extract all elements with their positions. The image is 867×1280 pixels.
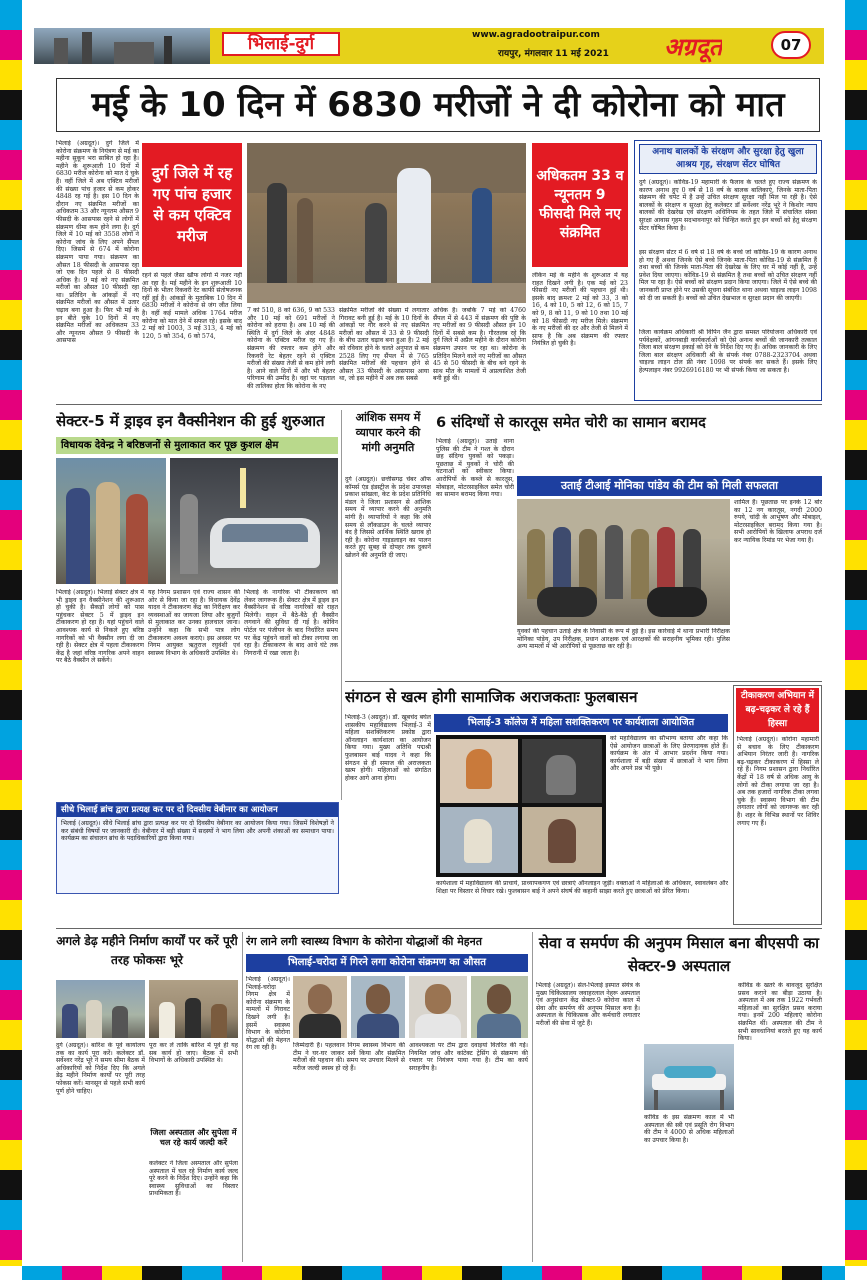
theft-col-3: युवकों की पहचान उताई क्षेत्र के निवासी के रूप में हुई है। इस कार्रवाई में थाना प्रभारी निरीक्षक मोनिका पांडेय, उप निरीक्षक, प्रधान आरक्षक एवं आरक्षकों की सराहनीय भूमिका रही। पुलिस अन्य मामलों में भी आरोपियों से पूछताछ कर रही है। <box>517 628 730 651</box>
warriors-portrait-1 <box>293 976 347 1038</box>
social-headline: संगठन से खत्म होगी सामाजिक अराजकताः फुलबासन <box>345 688 638 706</box>
theft-headline: 6 संदिग्धों से कारतूस समेत चोरी का सामान बरामद <box>436 415 706 431</box>
orphan-para-2: इस संरक्षण सेंटर में 6 वर्ष से 18 वर्ष के बच्चे जो कोविड-19 के कारण अनाथ हो गए हैं अथवा जिनके ऐसे बच्चे जिनके माता-पिता कोविड-19 से संक्रमित हैं तथा बच्चों की जिनके माता-पिता की देखरेख के लिए घर में कोई नहीं है, उन्हें प्रवेश दिया जाएगा। कोविड-19 से संक्रमित है तथा बच्चों को उचित संरक्षण नहीं मिल पा रहा है। ऐसे बच्चों को संरक्षण प्रदान किया जाएगा। जिले में ऐसे बच्चे की जानकारी प्राप्त होने पर उसकी सूचना संबंधित थाना अथवा चाइल्ड लाइन 1098 को दी जा सकती है। बच्चों को उचित देखभाल व सुरक्षा प्रदान की जाएगी। <box>639 249 817 302</box>
cmyk-strip-left <box>0 0 22 1266</box>
warriors-portrait-3 <box>409 976 467 1038</box>
construction-col-3: कलेक्टर ने जिला अस्पताल और सुपेला अस्पताल में चल रहे निर्माण कार्य जल्द पूरे करने के निर्देश दिए। उन्होंने कहा कि स्वास्थ्य सुविधाओं का विस्तार प्राथमिकता है। <box>149 1160 238 1198</box>
theft-col-1: भिलाई (अग्रदूत)। उताई थाना पुलिस की टीम ने गश्त के दौरान छह संदिग्ध युवकों को पकड़ा। पूछताछ में युवकों ने चोरी की घटनाओं को स्वीकार किया। आरोपियों के कब्जे से कारतूस, मोबाइल, मोटरसाइकिल समेत चोरी का सामान बरामद किया गया। <box>436 438 514 499</box>
lead-redbox-left <box>142 143 242 267</box>
social-col-1: भिलाई-3 (अग्रदूत)। डॉ. खूबचंद बघेल शासकीय महाविद्यालय भिलाई-3 में महिला सशक्तिकरण प्रकोष्ठ द्वारा ऑनलाइन कार्यशाला का आयोजन किया गया। मुख्य अतिथि पद्मश्री फुलबासन बाई यादव ने कहा कि संगठन से ही समाज की अराजकता खत्म होगी। महिलाओं को संगठित होकर आगे आना होगा। <box>345 714 431 782</box>
lead-redbox-right <box>532 143 628 267</box>
vaccine-drive-text: भिलाई (अग्रदूत)। कोरोना महामारी से बचाव के लिए टीकाकरण अभियान निरंतर जारी है। नागरिक बढ़-चढ़कर टीकाकरण में हिस्सा ले रहे हैं। निगम प्रशासन द्वारा निर्धारित केंद्रों में 18 वर्ष से अधिक आयु के लोगों को टीका लगाया जा रहा है। अब तक हजारों नागरिक टीका लगवा चुके हैं। स्वास्थ्य विभाग की टीम लगातार लोगों को जागरूक कर रही है। शहर के विभिन्न स्थानों पर शिविर लगाए गए हैं। <box>737 736 819 827</box>
divider-lower <box>56 928 822 929</box>
lead-redbox-right-text: अधिकतम 33 व न्यूनतम 9 फीसदी मिले नए संक्रमित <box>536 168 624 241</box>
warriors-col-3: आवश्यकता पर टीम द्वारा दवाइयां वितरित की गईं। नियमित जांच और कांटेक्ट ट्रेसिंग से संक्रमण की रफ्तार पर नियंत्रण पाया गया है। टीम का कार्य सराहनीय है। <box>409 1042 528 1072</box>
construction-subhead: जिला अस्पताल और सुपेला में चल रहे कार्य जल्दी करें <box>150 1128 237 1147</box>
business-headline: आंशिक समय में व्यापार करने की मांगी अनुमति <box>355 411 421 454</box>
construction-col-1: दुर्ग (अग्रदूत)। बारिश के पूर्व कार्यालय तक का कार्य पूरा करें। कलेक्टर डॉ. सर्वेश्वर नरेंद्र भूरे ने समय सीमा बैठक में अधिकारियों को निर्देश दिए कि अगले डेढ़ महीने निर्माण कार्यों पर पूरी तरह फोकस करें। मानसून से पहले सभी कार्य पूर्ण होने चाहिए। <box>56 1042 145 1095</box>
social-video-grid <box>436 735 606 877</box>
theft-photo-group <box>517 499 730 625</box>
orphan-para-3: जिला कार्यक्रम अधिकारी श्री विपिन जैन द्वारा समस्त परियोजना अधिकारी एवं पर्यवेक्षकों, आंगनबाड़ी कार्यकर्ताओं को ऐसे अनाथ बच्चों की जानकारी तत्काल जिला बाल संरक्षण इकाई को देने के निर्देश दिए गए हैं। अधिक जानकारी के लिए जिला बाल संरक्षण अधिकारी श्री के संपर्क नंबर 0788-2323704 अथवा चाइल्ड लाइन टोल फ्री नंबर 1098 पर संपर्क कर सकते हैं। इसके लिए हेल्पलाइन नंबर 9926916180 पर भी संपर्क किया जा सकता है। <box>639 329 817 374</box>
section-badge <box>222 32 340 56</box>
lead-col-4: संक्रमित मरीजों की संख्या में लगातार गिरावट बनी हुई है। मई के 10 दिनों के आंकड़ों पर गौर करने से नए संक्रमित मरीजों का औसत में 33 से 9 फीसदी के बीच उतार चढ़ाव बना हुआ है। 2 मई को रविवार होने के चलते अनुपात से कम 2528 लिए गए सैंपल में से 765 संक्रमित मरीजों की पहचान होने से औसत 33 फीसदी के आसपास आया था, जो इस महीने में अब तक सबसे <box>339 307 429 383</box>
cmyk-strip-right <box>845 0 867 1266</box>
vaccine-drive-box <box>733 685 822 925</box>
vaccination-col-1: भिलाई (अग्रदूत)। भिलाई सेक्टर क्षेत्र में भी ड्राइव इन वैक्सीनेशन की शुरूआत हो चुकी है। सैकड़ों लोगों को पास पहुंचकर सेक्टर 5 में ड्राइव इन टीकाकरण हो रहा है। यहां पहुंचने वाले आवश्यक कार्य से निकले हुए बरिष्ठ नागरिकों को भी वैक्सीन लगा दी जा रही है। सेक्टर क्षेत्र में पहला टीकाकरण केंद्र है जहां वरिष्ठ नागरिक अपने वाहन पर बैठे वैक्सीन ले सकेंगे। <box>56 589 144 665</box>
brand-logo: अग्रदूत <box>664 33 723 61</box>
page-number-badge <box>771 31 811 59</box>
lead-redbox-left-text: दुर्ग जिले में रह गए पांच हजार से कम एक्टिव मरीज <box>151 164 233 245</box>
webinar-box <box>56 802 339 894</box>
orphan-headline: अनाथ बालकों के संरक्षण और सुरक्षा हेतु खुला आश्रय गृह, संरक्षण सेंटर घोषित <box>652 147 804 170</box>
theft-col-2: शामिल हैं। पूछताछ पर इनके 12 बोर का 12 नग कारतूस, नगदी 2000 रुपये, चांदी के आभूषण और मोबाइल, मोटरसाइकिल बरामद किया गया है। सभी आरोपियों के खिलाफ अपराध दर्ज कर न्यायिक रिमांड पर भेजा गया है। <box>734 499 822 544</box>
hospital-col-1: भिलाई (अग्रदूत)। सेल-भिलाई इस्पात संयंत्र के मुख्य चिकित्सालय जवाहरलाल नेहरू अस्पताल एवं अनुसंधान केंद्र सेक्टर-9 कोरोना काल में सेवा और समर्पण की अनुपम मिसाल बना है। अस्पताल के चिकित्सक और कर्मचारी लगातार मरीजों की सेवा में जुटे हैं। <box>536 982 640 1027</box>
divider-lead <box>56 404 822 405</box>
vaccination-photo-car <box>170 458 338 584</box>
hospital-photo <box>644 1044 734 1110</box>
hospital-headline: सेवा व समर्पण की अनुपम मिसाल बना बीएसपी का सेक्टर-9 अस्पताल <box>538 934 820 975</box>
divider-social <box>345 681 822 682</box>
city-date: रायपुर, मंगलवार 11 मई 2021 <box>498 49 609 59</box>
section-title: भिलाई-दुर्ग <box>247 34 315 54</box>
orphan-headline-bar <box>639 144 817 174</box>
vaccination-photo-people <box>56 458 166 584</box>
warriors-bluebar: भिलाई-चरोदा में गिरने लगा कोरोना संक्रमण का औसत <box>246 954 528 972</box>
lead-headline-box <box>56 78 820 132</box>
webinar-text: भिलाई (अग्रदूत)। सीधे भिलाई ब्रांच द्वारा प्रत्यक्ष कर पर दो दिवसीय वेबीनार का आयोजन किया गया। जिसमें विशेषज्ञों ने कर संबंधी विषयों पर जानकारी दी। वेबीनार में बड़ी संख्या में सदस्यों ने भाग लिया और अपनी शंकाओं का समाधान पाया। कार्यक्रम का संचालन ब्रांच के पदाधिकारियों द्वारा किया गया। <box>61 820 334 843</box>
divider-vert-1 <box>341 410 342 800</box>
lead-col-1: भिलाई (अग्रदूत)। दुर्ग जिले में कोरोना संक्रमण के नियंत्रण से मई का महीना सुकून भरा साबित हो रहा है। महीने के शुरूआती 10 दिनों में 6830 मरीज कोरोना को मात दे चुके हैं। वहीं जिले में अब एक्टिव मरीजों की संख्या पांच हजार से कम होकर 4848 रह गई है। इस 10 दिन के दौरान नए संक्रमित मरीजों का अधिकतम 33 और न्यूनतम औसत 9 फीसदी के आसपास रहने से लोगों में संक्रमण धीमा कम होने लगा है। दुर्ग जिले में 10 मई को 3558 लोगों ने कोरोना जांच के लिए अपने सैंपल दिए। जिसमें से 674 में कोरोना संक्रमण पाया गया। संक्रमण का औसत 18 फीसदी के आसपास रहा जो एक दिन पहले से 8 फीसदी अधिक है। 9 मई को नए संक्रमित मरीजों का औसत 10 फीसदी रहा था। प्रतिदिन के आंकड़ों में नए संक्रमित मरीजों का औसत में उतार चढ़ाव बना हुआ है। फिर भी मई के इन बीते चुके 10 दिनों में नए संक्रमित मरीजों का अधिकतम 33 और न्यूनतम औसत 9 फीसदी के आसपास <box>56 140 139 345</box>
construction-col-2: पूरा कर लें ताकि बारिश में पूर्व ही यह सब कार्य हो जाए। बैठक में सभी विभागों के अधिकारी उपस्थित थे। <box>149 1042 238 1065</box>
social-col-2: कार्यशाला में महाविद्यालय की प्राचार्य, प्राध्यापकगण एवं छात्राएं ऑनलाइन जुड़ीं। वक्ताओं ने महिलाओं के अधिकार, स्वावलंबन और शिक्षा पर विस्तार से विचार रखे। फुलबासन बाई ने अपने संघर्ष की कहानी साझा करते हुए छात्राओं को प्रेरित किया। <box>436 880 728 895</box>
lead-photo-testing <box>247 143 526 303</box>
construction-headline: अगले डेढ़ महीने निर्माण कार्यों पर करें पूरी तरह फोकसः भूरे <box>56 934 238 967</box>
vaccination-col-3: भिलाई के नागरिक भी टीकाकरण को लेकर जागरूक हैं। सेक्टर क्षेत्र में ड्राइव इन वैक्सीनेशन से वरिष्ठ नागरिकों को राहत मिलेगी। वाहन में बैठे-बैठे ही वैक्सीन लगवाने की सुविधा दी गई है। कोविन पोर्टल पर पंजीयन के बाद निर्धारित समय पर केंद्र पहुंचने वालों को टीका लगाया जा रहा है। टीकाकरण के बाद आधे घंटे तक निगरानी में रखा जाता है। <box>244 589 338 657</box>
hospital-col-2: कोविड के खतरे के बावजूद सुरक्षित प्रसव कराने का बीड़ा उठाया है। अस्पताल में अब तक 1922 गर्भवती महिलाओं का सुरक्षित प्रसव कराया गया। इनमें 200 महिलाएं कोरोना संक्रमित थीं। अस्पताल की टीम ने सभी सावधानियां बरतते हुए यह कार्य किया। <box>738 982 822 1043</box>
vaccine-drive-headline: टीकाकरण अभियान में बढ़-चढ़कर ले रहे हैं हिस्सा <box>736 688 819 732</box>
masthead-photo <box>34 28 210 64</box>
warriors-portrait-2 <box>351 976 405 1038</box>
lead-col-3: 7 को 510, 8 को 636, 9 को 533 और 10 मई को 691 मरीजों ने कोरोना को हराया है। अब 10 मई की स्थिति में दुर्ग जिले के अंदर 4848 कोरोना के एक्टिव मरीज रह गए हैं। संक्रमण की रफ्तार कम होने और रिकवरी रेट बेहतर रहने से एक्टिव मरीजों की संख्या तेजी से कम होने लगी है। आने वाले दिनों में और भी बेहतर परिणाम की उम्मीद है। वहां पर पड़ताल की तालिका होता कि कोरोना के नए <box>247 307 335 390</box>
bottom-color-strip <box>22 1266 845 1280</box>
social-col-3: को महाविद्यालय का सौभाग्य बताया और कहा कि ऐसे आयोजन छात्राओं के लिए प्रेरणादायक होते हैं। कार्यक्रम के अंत में आभार प्रदर्शन किया गया। कार्यशाला में बड़ी संख्या में छात्राओं ने भाग लिया और अपने प्रश्न भी पूछे। <box>610 735 728 773</box>
lead-col-2: रहने से पहले जैसा खौफ लोगों में नजर नहीं आ रहा है। मई महीने के इन शुरूआती 10 दिनों के भीतर रिकवरी रेट काफी संतोषजनक रहीं हुई है। आंकड़ों के मुताबिक 10 दिन में 6830 मरीजों ने कोरोना से जंग जीत लिया है। वहीं कई मामले अधिक 1764 मरीज कोरोना को मात देने में सफल रहे। इसके बाद 2 मई को 1003, 3 मई 313, 4 मई को 120, 5 को 354, 6 को 574, <box>142 272 242 340</box>
orphan-box <box>634 140 822 401</box>
social-bluebar: भिलाई-3 कॉलेज में महिला सशक्तिकरण पर कार्यशाला आयोजित <box>434 714 728 732</box>
vaccination-col-2: यह निगम प्रशासन एवं राज्य शासन की ओर से किया जा रहा है। विधायक देवेंद्र यादव ने टीकाकरण केंद्र का निरीक्षण कर व्यवस्थाओं का जायजा लिया और बुजुर्गों से मुलाकात कर उनका हालचाल जाना। उन्होंने कहा कि सभी पात्र लोग टीकाकरण अवश्य कराएं। इस अवसर पर निगम आयुक्त ऋतुराज रघुवंशी एवं स्वास्थ्य विभाग के अधिकारी उपस्थित थे। <box>148 589 240 657</box>
orphan-para-1: दुर्ग (अग्रदूत)। कोविड-19 महामारी के फैलाव के चलते हुए राज्य संक्रमण के कारण अनाथ हुए 0 वर्ष से 18 वर्ष के बालक बालिकाएं, जिनके माता-पिता संक्रमण की चपेट में है उन्हें उचित संरक्षण सुरक्षा नहीं मिल पा रही है। ऐसे बालकों के संरक्षण व सुरक्षा हेतु कलेक्टर डॉ सर्वेश्वर नरेंद्र भूरे ने किशोर न्याय बालकों की देखरेख एवं संरक्षण अधिनियम के तहत जिले में संचालित संस्था सुरक्षा आवास गृहम सदभावनापुर को चिन्हित करते हुए इन बच्चों को हेतु संरक्षण सेंटर घोषित किया है। <box>639 179 817 232</box>
hospital-col-3: कोविड के इस संक्रमण काल में भी अस्पताल की स्त्री एवं प्रसूति रोग विभाग की टीम ने 4000 से अधिक महिलाओं का उपचार किया है। <box>644 1114 734 1144</box>
lead-headline: मई के 10 दिन में 6830 मरीजों ने दी कोरोना को मात <box>91 85 785 125</box>
theft-bluebar: उताई टीआई मोनिका पांडेय की टीम को मिली सफलता <box>517 476 822 496</box>
lead-col-5: अधिक है। जबकि 7 मई को 4760 सैंपल में से 443 में संक्रमण की पुष्टि के नए मरीजों का 9 फीसदी औसत इन 10 दिनों में सबसे कम है। गौरतलब रहे कि दुर्ग जिले में अप्रैल महीने के दौरान कोरोना संक्रमण उफान पर रहा था। कोरोना के प्रतिदिन मिलने वाले नए मरीजों का औसत 45 से 50 फीसदी के बीच बने रहने के साथ मौत के मामलों में अप्रत्याशित तेजी बनी हुई थी। <box>433 307 526 383</box>
warriors-col-1: भिलाई (अग्रदूत)। भिलाई-चरोदा निगम क्षेत्र में कोरोना संक्रमण के मामलों में गिरावट दिखने लगी है। इसमें स्वास्थ्य विभाग के कोरोना योद्धाओं की मेहनत रंग ला रही है। <box>246 976 290 1052</box>
page-number: 07 <box>780 36 802 54</box>
lead-col-6: लेकिन मई के महीने के शुरूआत में यह राहत दिखने लगी है। एक मई को 23 फीसदी नए मरीजों की पहचान हुई थी। इसके बाद क्रमशः 2 मई को 33, 3 को 16, 4 को 10, 5 को 12, 6 को 15, 7 को 9, 8 को 11, 9 को 10 तथा 10 मई को 18 फीसदी नए मरीज मिले। संक्रमण के नए मरीजों की दर और तेजी से मिलने में साफ है कि अब संक्रमण की रफ्तार नियंत्रित हो चुकी है। <box>532 272 628 348</box>
warriors-col-2: जिम्मेदारी है। पहलवान निगम स्वास्थ्य विभाग की टीम ने घर-घर जाकर सर्वे किया और संक्रमित मरीजों की पहचान की। समय पर उपचार मिलने से मरीज जल्दी स्वस्थ हो रहे हैं। <box>293 1042 405 1072</box>
warriors-headline: रंग लाने लगी स्वास्थ्य विभाग के कोरोना योद्धाओं की मेहनत <box>246 935 482 948</box>
vaccination-subhead: विधायक देवेन्द्र ने बरिष्ठजनों से मुलाकात कर पूछ कुशल क्षेम <box>56 437 338 454</box>
divider-vert-2 <box>242 932 243 1262</box>
business-text: दुर्ग (अग्रदूत)। छत्तीसगढ़ चेंबर ऑफ कॉमर्स एंड इंडस्ट्रीज के प्रदेश उपाध्यक्ष प्रकाश सांखला, केट के प्रदेश प्रतिनिधि मंडल ने जिला प्रशासन से आंशिक समय में व्यापार करने की अनुमति मांगी है। व्यापारियों ने कहा कि लंबे समय से लॉकडाउन के चलते व्यापार बंद है जिससे आर्थिक स्थिति खराब हो रही है। कोरोना गाइडलाइन का पालन करते हुए सुबह से दोपहर तक दुकानें खोलने की अनुमति दी जाए। <box>345 476 431 559</box>
vaccination-headline: सेक्टर-5 में ड्राइव इन वैक्सीनेशन की हुई शुरुआत <box>56 412 325 430</box>
webinar-headline: सीधे भिलाई ब्रांच द्वारा प्रत्यक्ष कर पर दो दिवसीय वेबीनार का आयोजन <box>57 803 338 817</box>
divider-vert-3 <box>532 932 533 1262</box>
warriors-portrait-4 <box>471 976 528 1038</box>
website-url: www.agradootraipur.com <box>472 30 600 40</box>
construction-photo-officials <box>149 980 238 1038</box>
construction-photo-meeting <box>56 980 145 1038</box>
masthead <box>34 28 824 64</box>
